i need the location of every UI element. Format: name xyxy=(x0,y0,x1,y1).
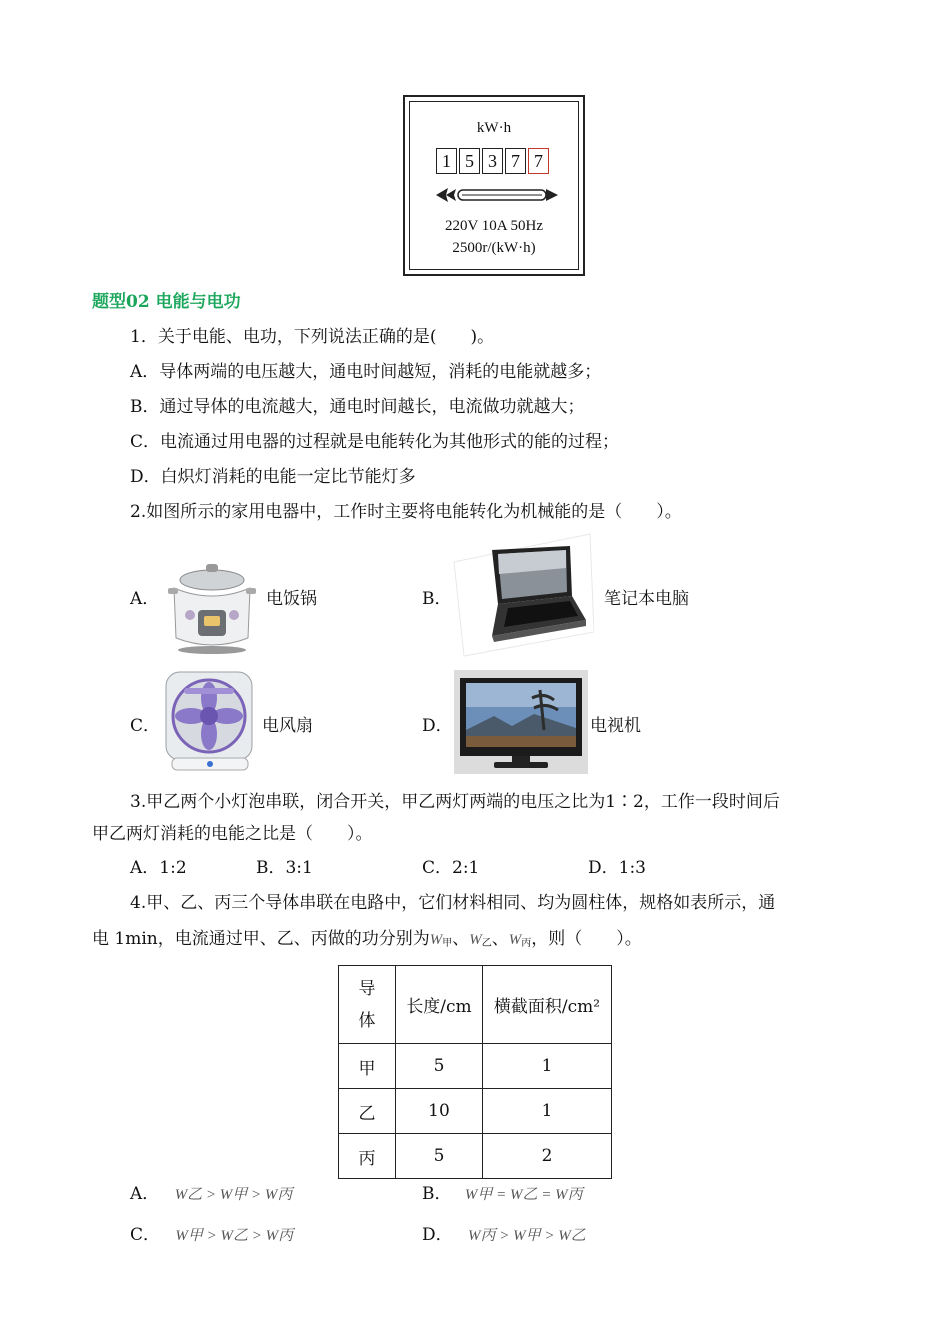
q1-option-c: C．电流通过用电器的过程就是电能转化为其他形式的能的过程； xyxy=(130,432,620,452)
q2-option-b-letter: B． xyxy=(422,589,452,609)
option-formula: W甲 = W乙 = W丙 xyxy=(464,1187,583,1203)
table-cell: 丙 xyxy=(339,1134,396,1179)
option-formula: W甲 > W乙 > W丙 xyxy=(175,1228,294,1244)
television-image xyxy=(454,670,588,774)
table-cell: 5 xyxy=(396,1044,483,1089)
table-cell: 1 xyxy=(483,1089,612,1134)
meter-rotor-arrow-icon xyxy=(434,186,560,204)
table-cell: 10 xyxy=(396,1089,483,1134)
meter-digit: 5 xyxy=(459,148,480,174)
q2-option-d-label: 电视机 xyxy=(590,716,641,736)
table-row xyxy=(339,1134,612,1179)
q3-option-b: B．3:1 xyxy=(256,858,313,878)
meter-digit: 3 xyxy=(482,148,503,174)
table-cell: 5 xyxy=(396,1134,483,1179)
option-formula: W丙 > W甲 > W乙 xyxy=(468,1228,586,1244)
q2-stem: 2.如图所示的家用电器中，工作时主要将电能转化为机械能的是（ ）。 xyxy=(130,502,682,522)
meter-rating: 220V 10A 50Hz xyxy=(444,218,544,234)
q2-option-a-letter: A． xyxy=(130,589,160,609)
option-letter: D． xyxy=(422,1225,453,1245)
subscript: 甲 xyxy=(442,938,453,949)
q1-option-b: B．通过导体的电流越大，通电时间越长，电流做功就越大； xyxy=(130,397,585,417)
q4-stem-line2-text: 电 1min，电流通过甲、乙、丙做的功分别为 xyxy=(92,929,430,949)
q3-option-c: C．2:1 xyxy=(422,858,480,878)
table-cell: 乙 xyxy=(339,1089,396,1134)
w-symbol: W xyxy=(508,932,522,948)
table-header-cell xyxy=(339,966,396,1044)
q1-option-d: D．白炽灯消耗的电能一定比节能灯多 xyxy=(130,467,416,487)
option-formula: W乙 > W甲 > W丙 xyxy=(174,1187,293,1203)
table-cell: 甲 xyxy=(339,1044,396,1089)
q2-option-c-label: 电风扇 xyxy=(262,716,313,736)
meter-constant: 2500r/(kW·h) xyxy=(452,240,536,256)
w-symbol: W xyxy=(429,932,443,948)
meter-digit-decimal: 7 xyxy=(528,148,549,174)
meter-unit: kW·h xyxy=(476,120,512,136)
q3-stem-line2: 甲乙两灯消耗的电能之比是（ ）。 xyxy=(92,824,373,844)
q4-option-b xyxy=(422,1182,583,1207)
table-header-row xyxy=(339,966,612,1044)
q2-option-c-letter: C． xyxy=(130,716,161,736)
q2-option-b-label: 笔记本电脑 xyxy=(604,589,689,609)
section-heading: 题型02 电能与电功 xyxy=(92,292,241,312)
q3-option-a: A．1:2 xyxy=(130,858,187,878)
rice-cooker-image xyxy=(160,560,264,656)
q2-option-a-label: 电饭锅 xyxy=(266,589,317,609)
q3-option-d: D．1:3 xyxy=(588,858,646,878)
header-conductor: 导体 xyxy=(358,978,376,1031)
q4-stem-line2-end: ，则（ ）。 xyxy=(531,929,642,949)
q4-option-c xyxy=(130,1223,293,1248)
q4-stem-line2: 电 1min，电流通过甲、乙、丙做的功分别为$W_甲$、$W_乙$、$W_丙$，则（ ）。 xyxy=(92,929,642,949)
q1-option-a: A．导体两端的电压越大，通电时间越短，消耗的电能就越多； xyxy=(130,362,602,382)
table-row xyxy=(339,1044,612,1089)
electric-fan-image xyxy=(162,670,258,774)
q1-stem: 1．关于电能、电功，下列说法正确的是( )。 xyxy=(130,327,495,347)
option-letter: C． xyxy=(130,1225,161,1245)
q4-stem-line1: 4.甲、乙、丙三个导体串联在电路中，它们材料相同、均为圆柱体，规格如表所示，通 xyxy=(130,893,776,913)
meter-frame xyxy=(409,101,579,270)
q2-option-d-letter: D． xyxy=(422,716,453,736)
table-header-cell: 长度/cm xyxy=(396,966,483,1044)
table-row xyxy=(339,1089,612,1134)
q3-stem-line1: 3.甲乙两个小灯泡串联，闭合开关，甲乙两灯两端的电压之比为1∶2，工作一段时间后 xyxy=(130,792,780,812)
option-letter: B． xyxy=(422,1184,452,1204)
table-cell: 1 xyxy=(483,1044,612,1089)
q4-spec-table xyxy=(338,965,612,1179)
meter-digit: 7 xyxy=(505,148,526,174)
meter-digits xyxy=(436,148,551,174)
meter-digit: 1 xyxy=(436,148,457,174)
laptop-image xyxy=(452,532,594,660)
subscript: 丙 xyxy=(521,938,532,949)
q4-option-a xyxy=(130,1182,292,1207)
table-cell: 2 xyxy=(483,1134,612,1179)
q4-option-d xyxy=(422,1223,586,1248)
w-symbol: W xyxy=(469,932,482,948)
subscript: 乙 xyxy=(481,938,492,949)
electric-meter-figure xyxy=(403,95,585,276)
table-header-cell: 横截面积/cm² xyxy=(483,966,612,1044)
option-letter: A． xyxy=(130,1184,160,1204)
